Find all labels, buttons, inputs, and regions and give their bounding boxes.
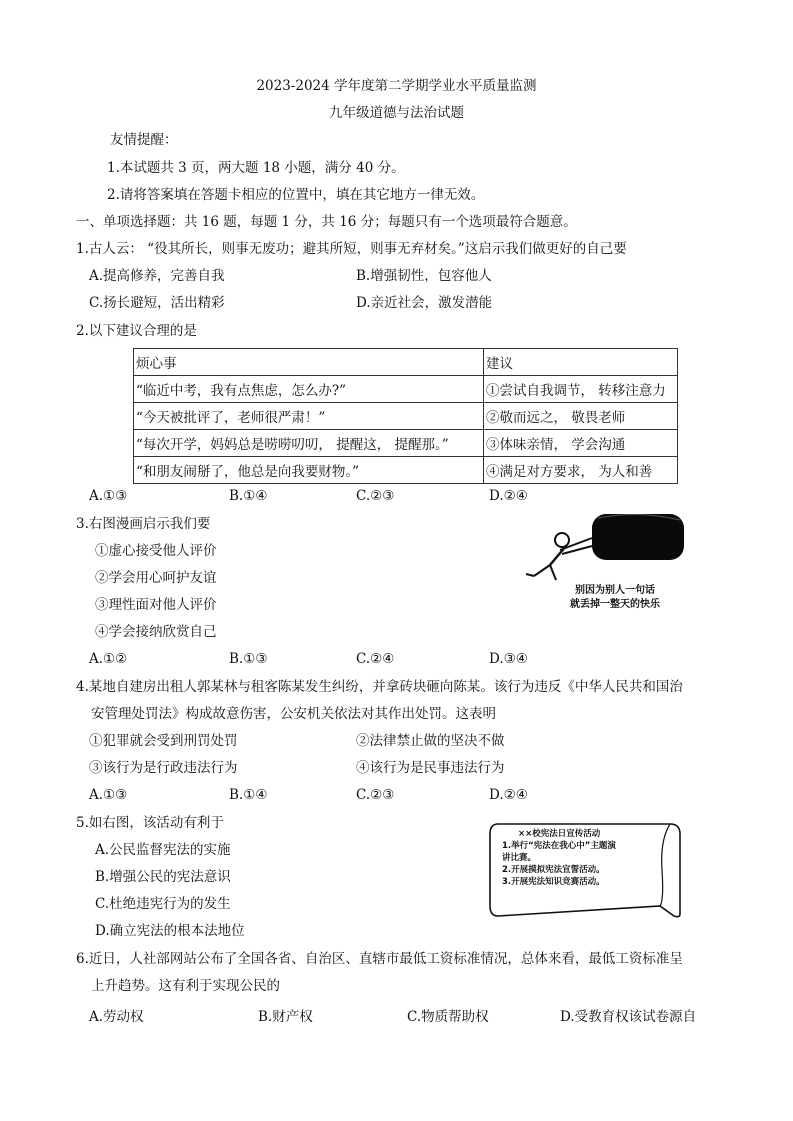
poster-image [488, 820, 683, 920]
option-d: D.亲近社会，激发潜能 [356, 295, 493, 311]
question-stem: 4.某地自建房出租人郭某林与租客陈某发生纠纷，并拿砖块砸向陈某。该行为违反《中华人民共和国治 [76, 679, 683, 695]
poster-line: 讲比赛。 [502, 853, 537, 863]
statement-item: ②学会用心呵护友谊 [95, 570, 217, 586]
table-cell: ②敬而远之， 敬畏老师 [484, 403, 678, 430]
poster-line: 2.开展摸拟宪法宣誓活动。 [502, 865, 605, 875]
notice-item: 1.本试题共 3 页，两大题 18 小题，满分 40 分。 [107, 160, 405, 176]
table-cell: “今天被批评了，老师很严肃！” [134, 403, 484, 430]
poster-title: ××校宪法日宣传活动 [518, 829, 601, 839]
table-header: 烦心事 [134, 349, 484, 376]
table-row [134, 430, 678, 457]
question-stem: 2.以下建议合理的是 [76, 323, 197, 339]
question-stem: 5.如右图，该活动有利于 [76, 815, 224, 831]
cartoon-caption: 就丢掉一整天的快乐 [570, 599, 660, 610]
option-b: B.①④ [229, 488, 268, 504]
table-row [134, 457, 678, 484]
option-c: C.②④ [356, 651, 395, 667]
option-c: C.②③ [356, 787, 395, 803]
statement-item: ③该行为是行政违法行为 [89, 760, 238, 776]
exam-subtitle: 九年级道德与法治试题 [329, 105, 464, 121]
table-row [134, 376, 678, 403]
table-cell: “每次开学，妈妈总是唠唠叨叨， 提醒这， 提醒那。” [134, 430, 484, 457]
option-c: C.物质帮助权 [407, 1009, 489, 1025]
section-title: 一、单项选择题：共 16 题，每题 1 分，共 16 分；每题只有一个选项最符合题意。 [76, 214, 577, 230]
option-d: D.②④ [489, 787, 528, 803]
table-cell: “临近中考，我有点焦虑，怎么办?” [134, 376, 484, 403]
notice-heading: 友情提醒： [110, 132, 178, 148]
statement-item: ④该行为是民事违法行为 [356, 760, 505, 776]
option-d: D.确立宪法的根本法地位 [95, 923, 245, 939]
option-a: A.劳动权 [89, 1009, 144, 1025]
option-d: D.受教育权该试卷源自 [560, 1009, 697, 1025]
option-c: C.②③ [356, 488, 395, 504]
cartoon-caption: 别因为别人一句话 [575, 585, 655, 596]
poster-line: 1.举行“宪法在我心中”主题演 [502, 841, 616, 851]
option-a: A.①③ [89, 787, 128, 803]
option-a: A.提高修养，完善自我 [89, 268, 225, 284]
table-cell: ①尝试自我调节， 转移注意力 [484, 376, 678, 403]
option-d: D.③④ [489, 651, 528, 667]
statement-item: ④学会接纳欣赏自己 [95, 624, 217, 640]
option-b: B.①③ [229, 651, 268, 667]
table-cell: ④满足对方要求， 为人和善 [484, 457, 678, 484]
statement-item: ③理性面对他人评价 [95, 597, 217, 613]
cartoon-image [520, 510, 690, 620]
cartoon-figure-icon [520, 510, 690, 590]
statement-item: ①犯罪就会受到刑罚处罚 [89, 733, 238, 749]
option-b: B.财产权 [258, 1009, 313, 1025]
option-b: B.增强公民的宪法意识 [95, 869, 231, 885]
option-d: D.②④ [489, 488, 528, 504]
exam-title: 2023-2024 学年度第二学期学业水平质量监测 [256, 78, 537, 94]
question-stem: 3.右图漫画启示我们要 [76, 516, 211, 532]
statement-item: ①虚心接受他人评价 [95, 543, 217, 559]
option-a: A.公民监督宪法的实施 [95, 842, 231, 858]
notice-item: 2.请将答案填在答题卡相应的位置中，填在其它地方一律无效。 [107, 187, 485, 203]
table-cell: ③体味亲情， 学会沟通 [484, 430, 678, 457]
q2-table [133, 348, 678, 484]
option-c: C.扬长避短，活出精彩 [89, 295, 225, 311]
question-stem-cont: 上升趋势。这有利于实现公民的 [91, 978, 280, 994]
option-a: A.①③ [89, 488, 128, 504]
question-stem: 1.古人云： “役其所长，则事无废功；避其所短，则事无弃材矣。”这启示我们做更好的自己要 [76, 241, 627, 257]
table-row [134, 403, 678, 430]
option-b: B.①④ [229, 787, 268, 803]
statement-item: ②法律禁止做的坚决不做 [356, 733, 505, 749]
option-a: A.①② [89, 651, 128, 667]
question-stem: 6.近日，人社部网站公布了全国各省、自治区、直辖市最低工资标准情况，总体来看，最低工资标准呈 [76, 951, 683, 967]
poster-line: 3.开展宪法知识竞赛活动。 [502, 877, 605, 887]
option-c: C.杜绝违宪行为的发生 [95, 896, 231, 912]
option-b: B.增强韧性，包容他人 [356, 268, 492, 284]
question-stem-cont: 安管理处罚法》构成故意伤害，公安机关依法对其作出处罚。这表明 [91, 706, 496, 722]
table-header: 建议 [484, 349, 678, 376]
table-cell: “和朋友闹掰了，他总是向我要财物。” [134, 457, 484, 484]
